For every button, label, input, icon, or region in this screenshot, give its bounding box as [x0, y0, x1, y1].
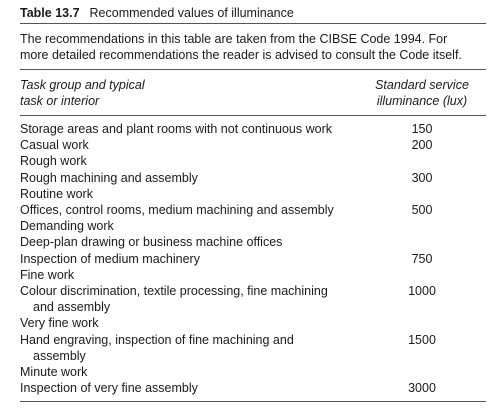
illuminance-value	[362, 315, 486, 331]
table-row	[20, 186, 486, 202]
task-text-continued: assembly	[33, 348, 86, 363]
task-cell	[20, 170, 360, 186]
task-text: Minute work	[20, 365, 88, 380]
task-text: Very fine work	[20, 316, 99, 331]
illuminance-value: 750	[411, 251, 433, 266]
illuminance-value: 500	[411, 203, 433, 218]
table-row	[20, 218, 486, 234]
table-caption	[20, 2, 486, 24]
table-row	[20, 121, 486, 137]
task-text: Routine work	[20, 186, 93, 201]
column-header-task-line1: Task group and typical	[20, 78, 145, 92]
task-cell	[20, 234, 360, 250]
table-row	[20, 364, 486, 380]
task-text: Inspection of medium machinery	[20, 251, 200, 266]
task-cell	[20, 137, 360, 153]
task-text: Inspection of very fine assembly	[20, 381, 198, 396]
task-cell	[20, 218, 360, 234]
task-text: Demanding work	[20, 219, 114, 234]
illuminance-value	[362, 364, 486, 380]
table-row	[20, 267, 486, 283]
task-text: Offices, control rooms, medium machining and assembly	[20, 203, 334, 218]
task-cell	[20, 315, 360, 331]
illuminance-value	[362, 234, 486, 250]
task-text: Deep-plan drawing or business machine offices	[20, 235, 283, 250]
column-header-task	[20, 77, 320, 109]
task-text: Colour discrimination, textile processing, fine machining	[20, 284, 328, 299]
task-cell	[20, 251, 360, 267]
task-cell	[20, 380, 360, 396]
illuminance-value	[362, 218, 486, 234]
column-header-value-line2: illuminance (lux)	[376, 94, 468, 108]
task-cell	[20, 283, 360, 315]
illuminance-value: 1000	[408, 284, 436, 299]
table-row	[20, 332, 486, 364]
task-cell	[20, 267, 360, 283]
divider	[20, 69, 486, 70]
table-title: Recommended values of illuminance	[89, 5, 294, 20]
table-body	[20, 121, 486, 396]
table-row	[20, 170, 486, 186]
task-text-continued: and assembly	[33, 300, 111, 315]
illuminance-value	[362, 153, 486, 169]
task-text: Hand engraving, inspection of fine machining and	[20, 332, 294, 347]
task-cell	[20, 332, 360, 364]
illuminance-value: 3000	[408, 381, 436, 396]
column-header-value-line1: Standard service	[375, 78, 469, 92]
table-row	[20, 234, 486, 250]
task-text: Rough work	[20, 154, 87, 169]
illuminance-value: 300	[411, 170, 433, 185]
table-row	[20, 380, 486, 396]
task-cell	[20, 121, 360, 137]
table-row	[20, 283, 486, 315]
column-headers	[20, 77, 486, 109]
table-row	[20, 315, 486, 331]
column-header-value	[362, 77, 486, 109]
illuminance-value	[362, 186, 486, 202]
task-cell	[20, 364, 360, 380]
illuminance-value	[362, 267, 486, 283]
task-text: Rough machining and assembly	[20, 170, 198, 185]
task-text: Storage areas and plant rooms with not continuous work	[20, 122, 332, 136]
divider	[20, 115, 486, 116]
table-page	[0, 2, 500, 417]
table-intro: The recommendations in this table are taken from the CIBSE Code 1994. For more detailed recommendations the reader is advised to consult the Code itself.	[20, 32, 462, 62]
illuminance-value: 200	[411, 138, 433, 153]
task-cell	[20, 202, 360, 218]
table-row	[20, 251, 486, 267]
task-cell	[20, 153, 360, 169]
table-row	[20, 137, 486, 153]
task-cell	[20, 186, 360, 202]
column-header-task-line2: task or interior	[20, 94, 100, 108]
task-text: Fine work	[20, 267, 75, 282]
table-label: Table 13.7	[20, 5, 80, 20]
illuminance-value: 1500	[408, 332, 436, 347]
task-text: Casual work	[20, 138, 89, 153]
table-row	[20, 153, 486, 169]
table-row	[20, 202, 486, 218]
divider	[20, 401, 486, 402]
illuminance-value: 150	[411, 122, 433, 136]
